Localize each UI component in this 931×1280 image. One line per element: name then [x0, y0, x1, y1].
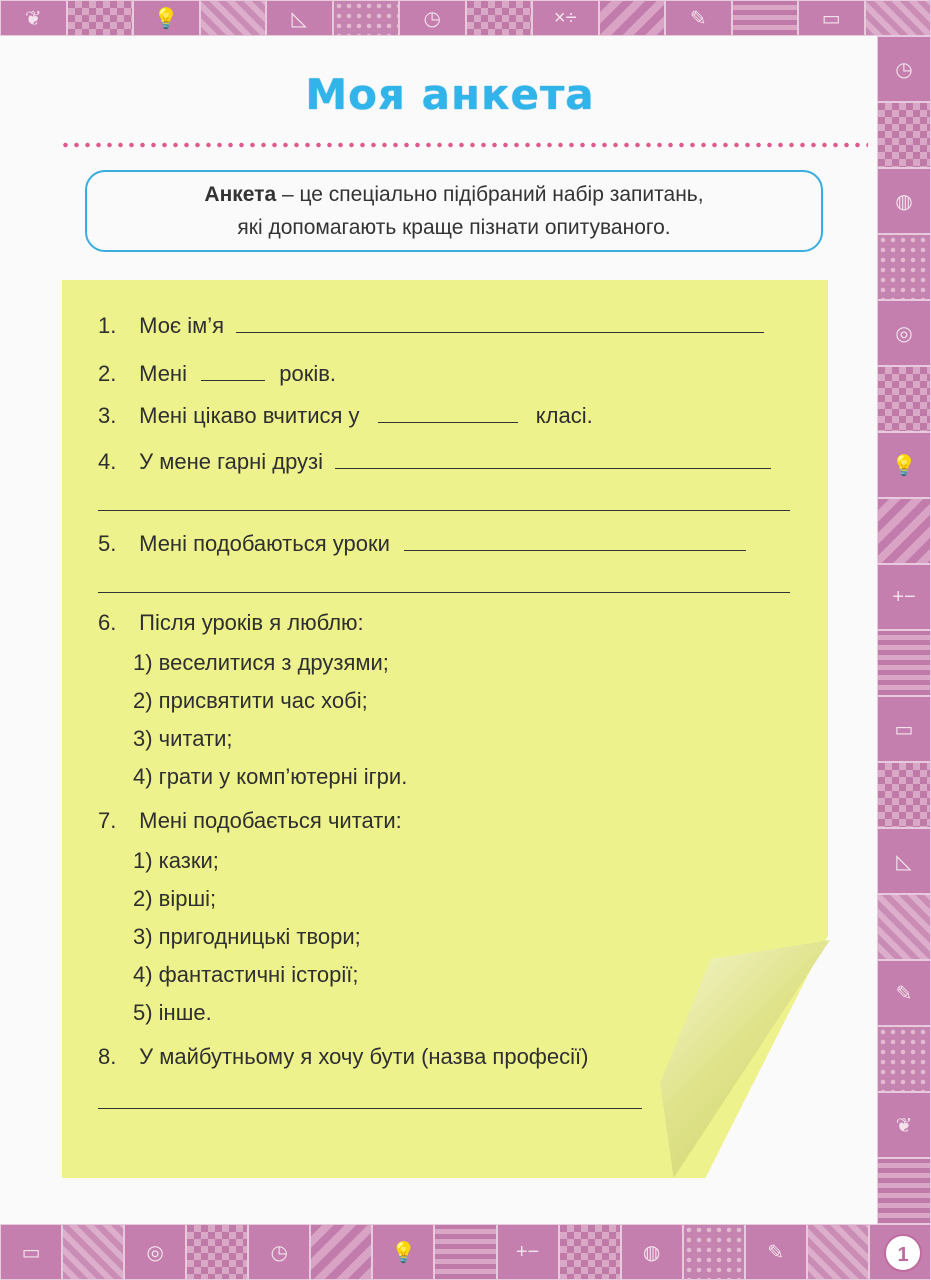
math-icon: +−: [877, 564, 931, 630]
age-answer-line[interactable]: [201, 358, 265, 381]
lightbulb-icon: 💡: [372, 1224, 434, 1280]
pattern-tile: [434, 1224, 496, 1280]
decorative-border-bottom: [0, 1224, 931, 1280]
question-text-after: класі.: [535, 403, 593, 428]
question-number: 1.: [98, 313, 117, 338]
question-text: Мені подобається читати:: [139, 808, 402, 833]
pattern-tile: [186, 1224, 248, 1280]
question-number: 3.: [98, 403, 117, 428]
question-text: У мене гарні друзі: [139, 449, 324, 474]
decorative-border-top: [0, 0, 931, 36]
pattern-tile: [310, 1224, 372, 1280]
pattern-tile: [807, 1224, 869, 1280]
question-4: [98, 446, 771, 475]
option-7-3[interactable]: 3) пригодницькі твори;: [133, 924, 361, 949]
friends-answer-line-2[interactable]: [98, 488, 790, 511]
name-answer-line[interactable]: [236, 310, 764, 333]
pattern-tile: [62, 1224, 124, 1280]
dotted-divider: [60, 142, 868, 148]
pattern-tile: [877, 1026, 931, 1092]
question-number: 5.: [98, 531, 117, 556]
grade-answer-line[interactable]: [378, 400, 518, 423]
clock-icon: ◷: [399, 0, 466, 36]
pattern-tile: [200, 0, 267, 36]
question-7: [98, 808, 402, 834]
math-icon: +−: [497, 1224, 559, 1280]
page-title: Моя анкета: [305, 70, 595, 119]
book-icon: ▭: [798, 0, 865, 36]
question-2: [98, 358, 336, 387]
question-text: Після уроків я люблю:: [139, 610, 364, 635]
question-text: Мені: [139, 361, 187, 386]
question-text: Мені подобаються уроки: [139, 531, 390, 556]
decorative-border-right: [877, 36, 931, 1224]
globe-icon: ◎: [124, 1224, 186, 1280]
apple-icon: ◍: [621, 1224, 683, 1280]
question-5: [98, 528, 746, 557]
option-6-4[interactable]: 4) грати у комп’ютерні ігри.: [133, 764, 408, 789]
pattern-tile: [466, 0, 533, 36]
pattern-tile: [333, 0, 400, 36]
pattern-tile: [877, 234, 931, 300]
question-number: 4.: [98, 449, 117, 474]
leaf-icon: ❦: [877, 1092, 931, 1158]
question-number: 8.: [98, 1044, 117, 1069]
question-text: У майбутньому я хочу бути (назва професії): [139, 1044, 589, 1069]
apple-icon: ◍: [877, 168, 931, 234]
pattern-tile: [877, 1158, 931, 1224]
pattern-tile: [732, 0, 799, 36]
option-6-3[interactable]: 3) читати;: [133, 726, 233, 751]
lightbulb-icon: 💡: [133, 0, 200, 36]
question-3: [98, 400, 593, 429]
definition-text-line1: – це спеціально підібраний набір запитань,: [276, 183, 704, 206]
friends-answer-line[interactable]: [335, 446, 771, 469]
ruler-icon: ◺: [266, 0, 333, 36]
lessons-answer-line-2[interactable]: [98, 570, 790, 593]
definition-box: [85, 170, 823, 252]
lightbulb-icon: 💡: [877, 432, 931, 498]
definition-text-line2: які допомагають краще пізнати опитуваного.: [237, 216, 671, 239]
pattern-tile: [877, 630, 931, 696]
question-number: 6.: [98, 610, 117, 635]
profession-answer-line[interactable]: [98, 1086, 642, 1109]
question-1: [98, 310, 764, 339]
question-text-after: років.: [279, 361, 337, 386]
question-number: 7.: [98, 808, 117, 833]
question-text: Моє ім’я: [139, 313, 225, 338]
pattern-tile: [67, 0, 134, 36]
pattern-tile: [865, 0, 931, 36]
palette-icon: ✎: [877, 960, 931, 1026]
option-7-5[interactable]: 5) інше.: [133, 1000, 212, 1025]
clock-icon: ◷: [877, 36, 931, 102]
option-7-1[interactable]: 1) казки;: [133, 848, 219, 873]
pattern-tile: [877, 366, 931, 432]
option-6-1[interactable]: 1) веселитися з друзями;: [133, 650, 389, 675]
pattern-tile: [877, 762, 931, 828]
question-8: [98, 1044, 588, 1070]
palette-icon: ✎: [665, 0, 732, 36]
pattern-tile: [877, 894, 931, 960]
page-number: 1: [884, 1234, 922, 1272]
pattern-tile: [877, 498, 931, 564]
clock-icon: ◷: [248, 1224, 310, 1280]
leaf-icon: ❦: [0, 0, 67, 36]
book-icon: ▭: [0, 1224, 62, 1280]
lessons-answer-line[interactable]: [404, 528, 746, 551]
pattern-tile: [599, 0, 666, 36]
option-7-4[interactable]: 4) фантастичні історії;: [133, 962, 359, 987]
pattern-tile: [683, 1224, 745, 1280]
option-6-2[interactable]: 2) присвятити час хобі;: [133, 688, 368, 713]
math-icon: ×÷: [532, 0, 599, 36]
pattern-tile: [559, 1224, 621, 1280]
option-7-2[interactable]: 2) вірші;: [133, 886, 217, 911]
palette-icon: ✎: [745, 1224, 807, 1280]
globe-icon: ◎: [877, 300, 931, 366]
question-6: [98, 610, 364, 636]
definition-term: Анкета: [204, 183, 277, 206]
question-text: Мені цікаво вчитися у: [139, 403, 360, 428]
ruler-icon: ◺: [877, 828, 931, 894]
question-number: 2.: [98, 361, 117, 386]
book-icon: ▭: [877, 696, 931, 762]
